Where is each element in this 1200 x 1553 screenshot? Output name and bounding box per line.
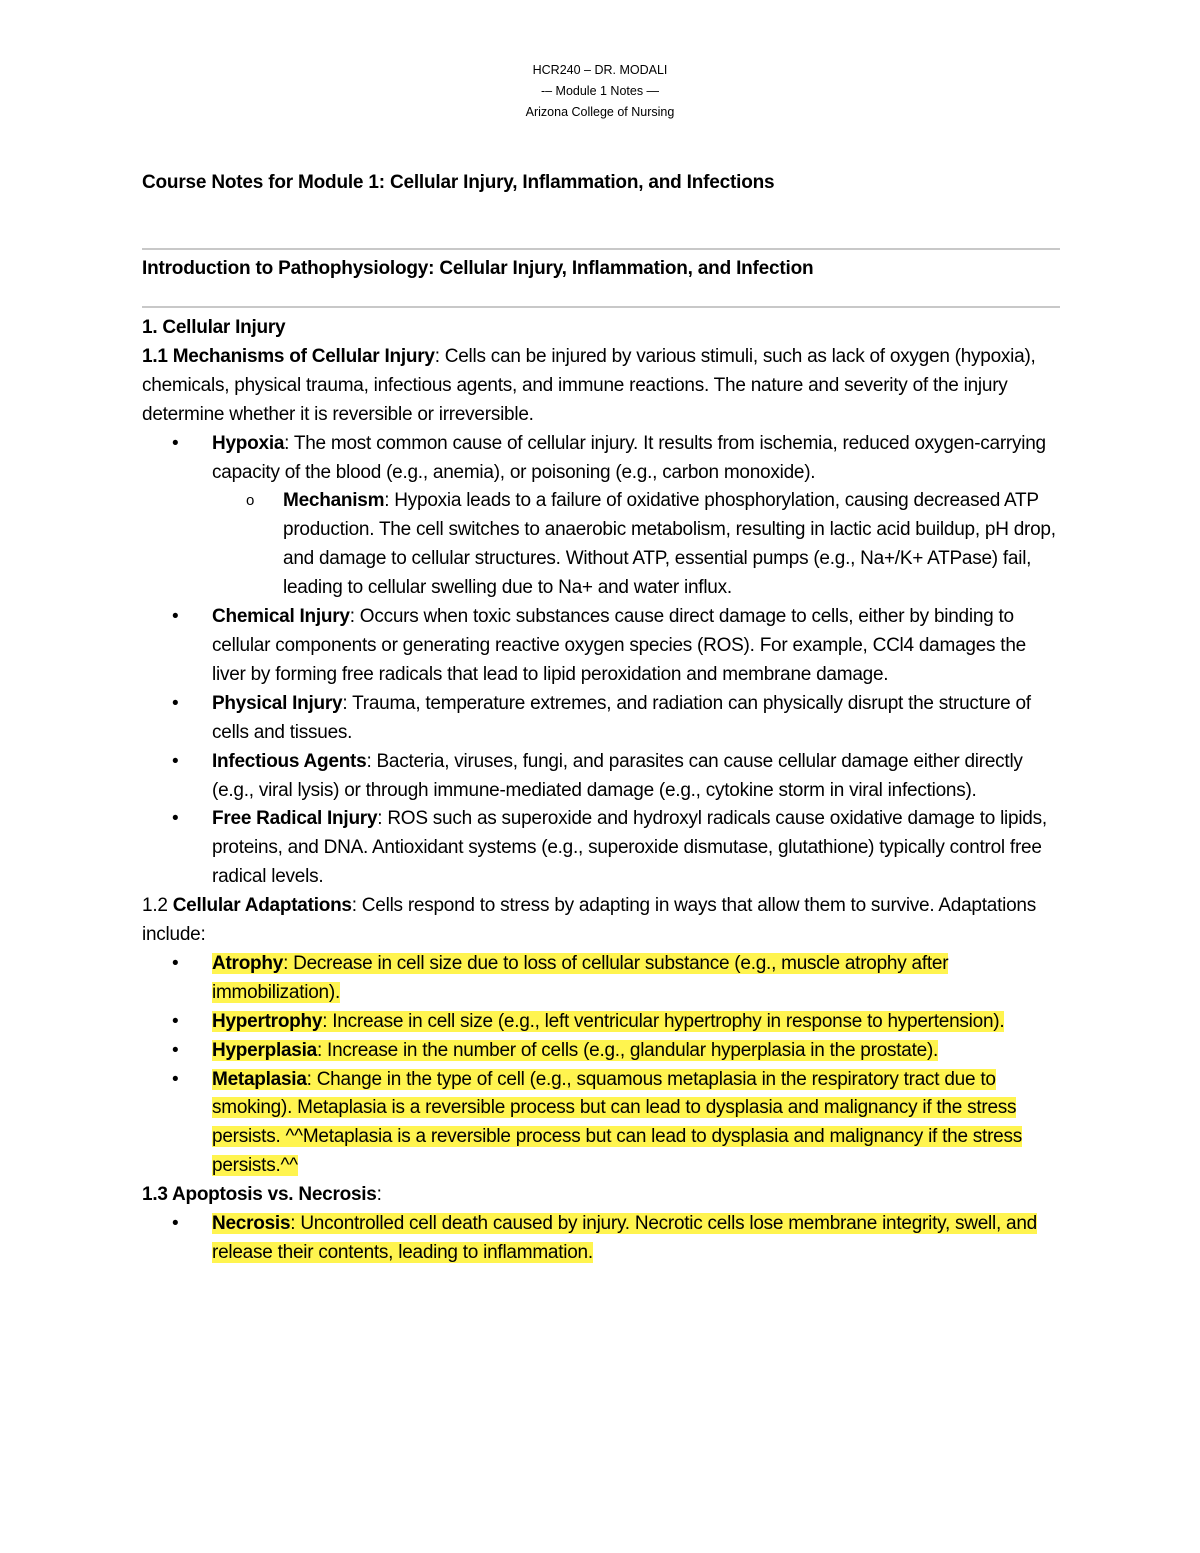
divider-top: [142, 248, 1060, 250]
subsection-1-2: 1.2 Cellular Adaptations: Cells respond to stress by adapting in ways that allow them to survive. Adaptations include:: [142, 895, 1036, 946]
highlighted-text: Metaplasia: Change in the type of cell (e.g., squamous metaplasia in the respiratory tract due to smoking). Metaplasia is a reversible process but can lead to dysplasia and malignancy if the stress persists. ^^Metaplasia is a reversible process but can lead to dysplasia and malignancy if the stress persists.^^: [212, 1068, 1022, 1177]
bullet-icon: •: [172, 952, 179, 974]
header-course: HCR240 – DR. MODALI: [532, 63, 668, 77]
divider-bottom: [142, 306, 1060, 308]
sub-list-item: o Mechanism: Hypoxia leads to a failure of oxidative phosphorylation, causing decreased ATP production. The cell switches to anaerobic metabolism, resulting in lactic acid buildup, pH drop, and damage to cellular structures. Without ATP, essential pumps (e.g., Na+/K+ ATPase) fail, leading to cellular swelling due to Na+ and water influx.: [142, 487, 1062, 603]
hollow-bullet-icon: o: [246, 492, 255, 510]
list-item: • Physical Injury: Trauma, temperature extremes, and radiation can physically disrupt the structure of cells and tissues.: [142, 690, 1062, 748]
bullet-icon: •: [172, 808, 179, 830]
page-header: [0, 60, 1200, 123]
subsection-1-3: 1.3 Apoptosis vs. Necrosis:: [142, 1184, 382, 1206]
list-item: [142, 1210, 1062, 1268]
bullet-icon: •: [172, 1039, 179, 1061]
list-item: • Infectious Agents: Bacteria, viruses, fungi, and parasites can cause cellular damage either directly (e.g., viral lysis) or through immune-mediated damage (e.g., cytokine storm in viral infections).: [142, 748, 1062, 806]
document-body: [142, 314, 1062, 1268]
bullet-icon: •: [172, 1010, 179, 1032]
section-heading: 1. Cellular Injury: [142, 317, 286, 338]
bullet-icon: •: [172, 750, 179, 772]
bullet-icon: •: [172, 606, 179, 628]
bullet-icon: •: [172, 432, 179, 454]
list-item: [142, 1066, 1062, 1182]
highlighted-text: Atrophy: Decrease in cell size due to loss of cellular substance (e.g., muscle atrophy after immobilization).: [212, 952, 949, 1003]
list-item: • Chemical Injury: Occurs when toxic substances cause direct damage to cells, either by binding to cellular components or generating reactive oxygen species (ROS). For example, CCl4 damages the liver by forming free radicals that lead to lipid peroxidation and membrane damage.: [142, 603, 1062, 690]
list-item: [142, 1008, 1062, 1037]
subsection-1-1: 1.1 Mechanisms of Cellular Injury: Cells can be injured by various stimuli, such as lack of oxygen (hypoxia), chemicals, physical trauma, infectious agents, and immune reactions. The nature and severity of the injury determine whether it is reversible or irreversible.: [142, 345, 1036, 425]
list-item: • Free Radical Injury: ROS such as superoxide and hydroxyl radicals cause oxidative damage to lipids, proteins, and DNA. Antioxidant systems (e.g., superoxide dismutase, glutathione) typically control free radical levels.: [142, 805, 1062, 892]
document-title: Course Notes for Module 1: Cellular Injury, Inflammation, and Infections: [142, 172, 775, 193]
header-module: -– Module 1 Notes —: [540, 84, 660, 98]
header-school: Arizona College of Nursing: [525, 105, 675, 119]
highlighted-text: Hypertrophy: Increase in cell size (e.g., left ventricular hypertrophy in response to hypertension).: [212, 1010, 1005, 1032]
bullet-icon: •: [172, 1068, 179, 1090]
highlighted-text: Necrosis: Uncontrolled cell death caused by injury. Necrotic cells lose membrane integrity, swell, and release their contents, leading to inflammation.: [212, 1213, 1037, 1263]
highlighted-text: Hyperplasia: Increase in the number of cells (e.g., glandular hyperplasia in the prostate).: [212, 1039, 939, 1061]
bullet-icon: •: [172, 1213, 179, 1235]
list-item: • Hypoxia: The most common cause of cellular injury. It results from ischemia, reduced oxygen-carrying capacity of the blood (e.g., anemia), or poisoning (e.g., carbon monoxide).: [142, 430, 1062, 488]
bullet-icon: •: [172, 692, 179, 714]
intro-heading: Introduction to Pathophysiology: Cellular Injury, Inflammation, and Infection: [142, 258, 814, 279]
list-item: [142, 1037, 1062, 1066]
list-item: [142, 950, 1062, 1008]
